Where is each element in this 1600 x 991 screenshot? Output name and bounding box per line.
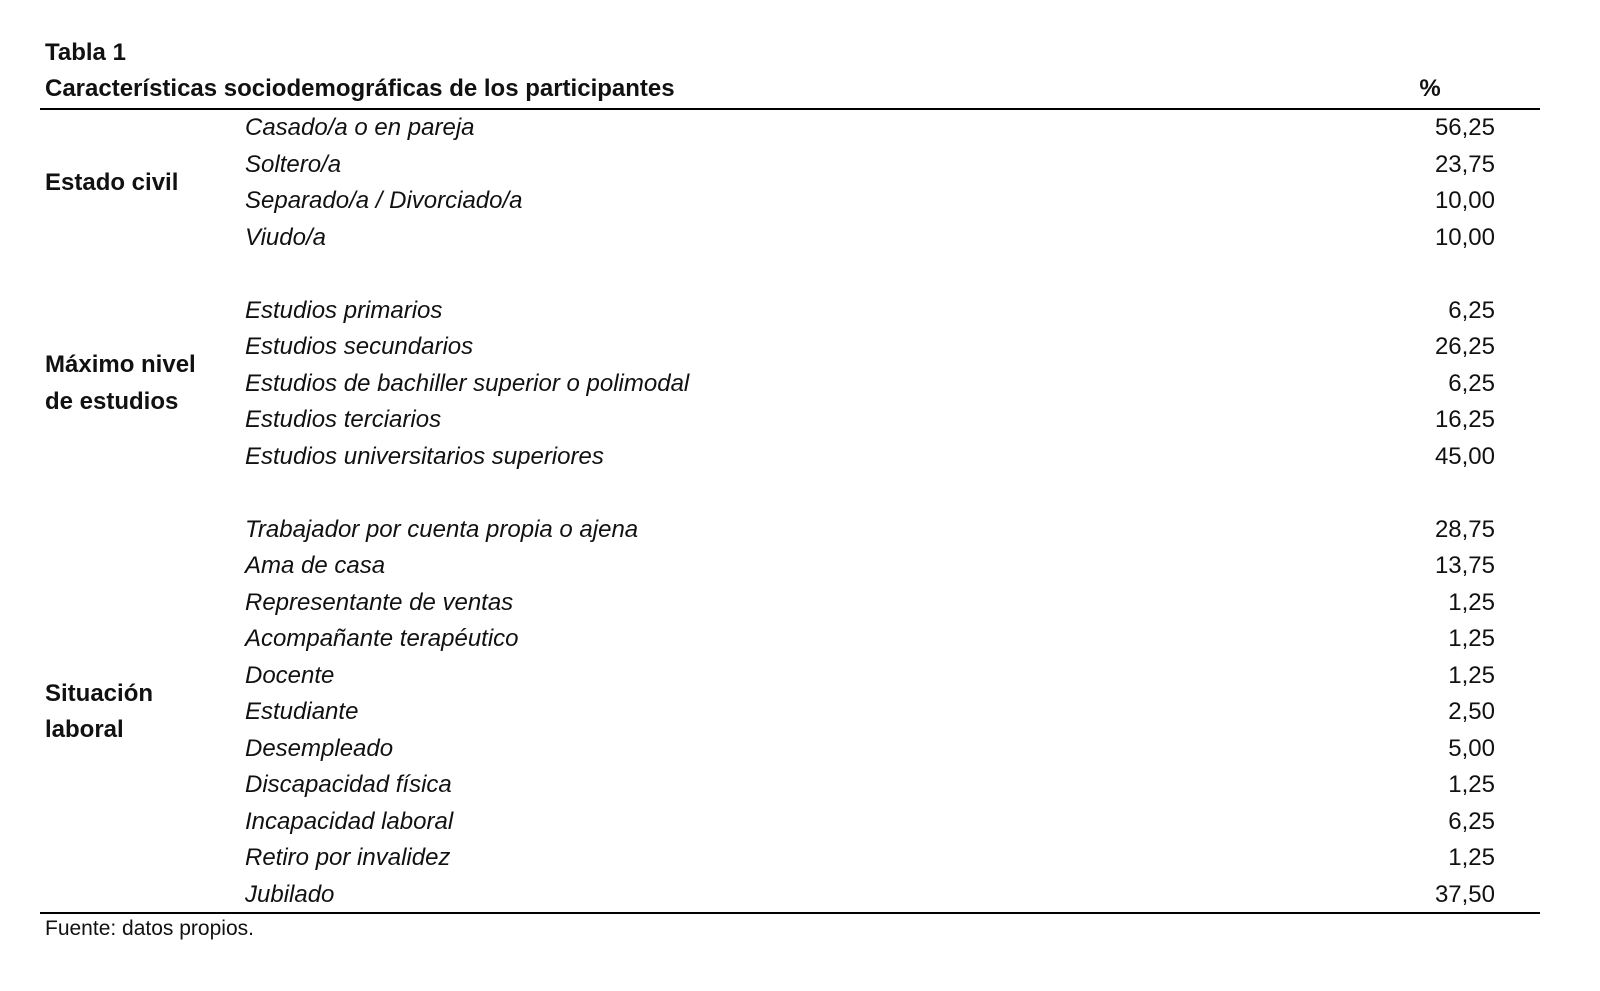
table-row [0,366,1600,403]
group-label-line: Situación [45,679,154,707]
row-percentage: 26,25 [1434,333,1495,360]
row-percentage: 1,25 [1448,844,1495,871]
row-category: Estudios terciarios [245,406,442,433]
row-percentage: 23,75 [1434,150,1495,178]
table-row [0,512,1600,549]
row-percentage: 16,25 [1434,406,1495,433]
group-label-line: Estado civil [45,168,179,196]
table-row [0,767,1600,804]
row-category: Representante de ventas [245,588,514,616]
table-row [0,183,1600,220]
row-percentage: 45,00 [1434,442,1495,470]
row-percentage: 1,25 [1448,625,1495,652]
row-category: Acompañante terapéutico [245,625,519,652]
table-row [0,585,1600,622]
percent-column-header: % [1419,75,1441,102]
table-row [0,548,1600,585]
table-title: Características sociodemográficas de los participantes [45,75,675,102]
row-category: Incapacidad laboral [245,807,454,835]
table-row [0,731,1600,768]
row-percentage: 6,25 [1448,296,1495,324]
row-category: Estudios primarios [245,296,443,324]
row-category: Trabajador por cuenta propia o ajena [245,515,639,543]
table-group [0,512,1600,914]
table-row [0,220,1600,257]
row-category: Jubilado [245,880,335,908]
row-category: Casado/a o en pareja [245,114,475,141]
group-label-line: Máximo nivel [45,351,196,379]
row-category: Viudo/a [245,223,326,251]
row-category: Separado/a / Divorciado/a [245,187,523,214]
row-percentage: 13,75 [1434,552,1495,579]
row-percentage: 1,25 [1448,588,1495,616]
table-row [0,439,1600,476]
table-row [0,840,1600,877]
row-category: Ama de casa [245,552,386,579]
table-row [0,621,1600,658]
table-row [0,329,1600,366]
row-category: Discapacidad física [245,771,452,798]
row-percentage: 10,00 [1434,223,1495,251]
row-category: Estudios universitarios superiores [245,442,604,470]
table-group [0,293,1600,476]
row-category: Estudios secundarios [245,333,474,360]
group-label-line: de estudios [45,387,179,415]
row-percentage: 28,75 [1434,515,1495,543]
table-source-note: Fuente: datos propios. [45,917,254,940]
row-percentage: 1,25 [1448,661,1495,689]
table-row [0,877,1600,914]
table-row [0,658,1600,695]
row-percentage: 6,25 [1448,807,1495,835]
table-bottom-rule [40,912,1540,914]
table-group [0,110,1600,256]
table-row [0,110,1600,147]
row-percentage: 56,25 [1434,114,1495,141]
row-percentage: 37,50 [1434,880,1495,908]
table-row [0,804,1600,841]
table-row [0,293,1600,330]
table-number: Tabla 1 [45,39,126,66]
row-category: Docente [245,661,335,689]
table-row [0,147,1600,184]
row-category: Estudiante [245,698,359,725]
row-category: Estudios de bachiller superior o polimodal [245,369,690,397]
row-category: Retiro por invalidez [245,844,451,871]
row-category: Desempleado [245,734,394,762]
row-percentage: 5,00 [1448,734,1495,762]
row-percentage: 2,50 [1448,698,1495,725]
group-label-line: laboral [45,716,124,744]
row-category: Soltero/a [245,150,342,178]
row-percentage: 10,00 [1434,187,1495,214]
row-percentage: 1,25 [1448,771,1495,798]
table-row [0,694,1600,731]
table-row [0,402,1600,439]
row-percentage: 6,25 [1448,369,1495,397]
